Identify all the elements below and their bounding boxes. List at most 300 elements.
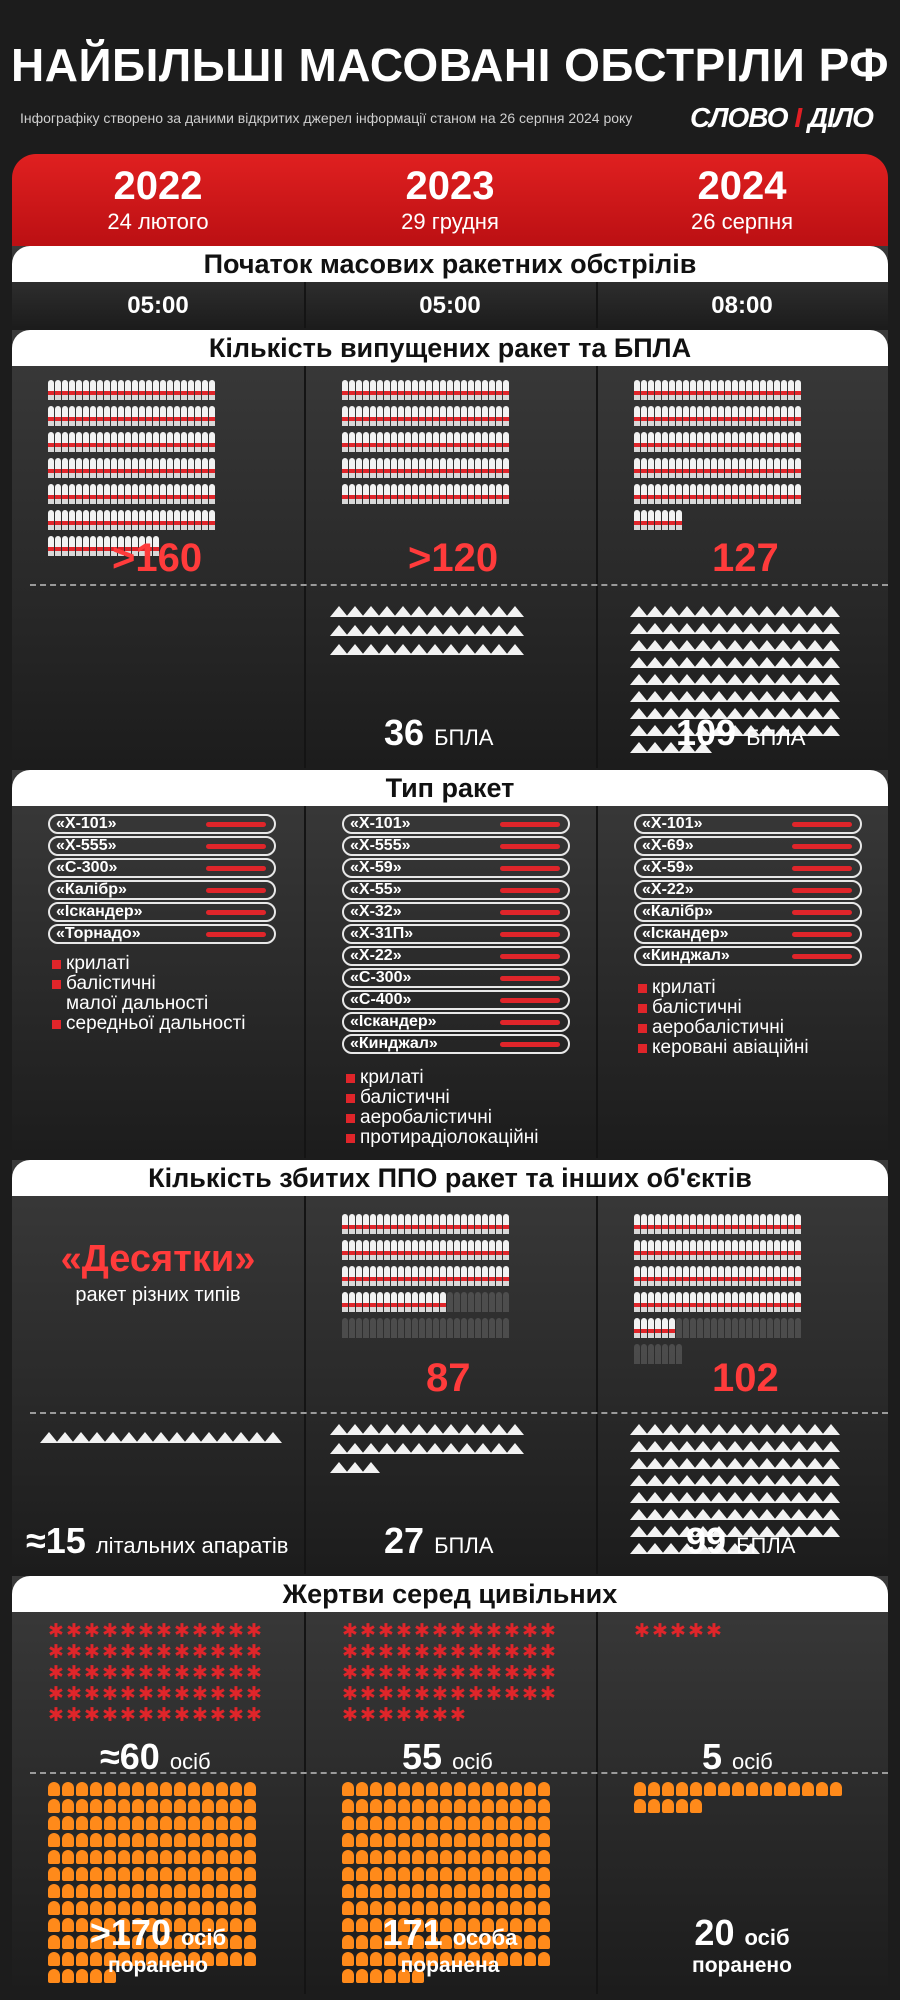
missile-icon <box>426 1292 432 1312</box>
missile-icon <box>767 1240 773 1260</box>
launched-count-2023: >120 <box>408 536 499 580</box>
missile-icon-faded <box>697 1318 703 1338</box>
missile-icon <box>634 380 640 400</box>
injured-person-icon <box>482 1799 494 1813</box>
missile-icon-faded <box>655 1344 661 1364</box>
missile-icon <box>391 1214 397 1234</box>
missile-icon <box>461 1240 467 1260</box>
missile-icon <box>746 1292 752 1312</box>
missile-icon <box>739 406 745 426</box>
missile-type-name: «Х-69» <box>642 837 694 854</box>
person-icon: ✱ <box>174 1705 190 1726</box>
legend-item: балістичні <box>638 998 809 1018</box>
injured-person-icon <box>104 1782 116 1796</box>
injured-person-icon <box>454 1833 466 1847</box>
missile-icon <box>118 380 124 400</box>
missile-icon-faded <box>370 1318 376 1338</box>
missile-icon <box>662 1214 668 1234</box>
injured-person-icon <box>356 1782 368 1796</box>
missile-icon <box>788 432 794 452</box>
missile-icon <box>97 406 103 426</box>
start-time-2022: 05:00 <box>127 292 189 319</box>
missile-icon <box>69 484 75 504</box>
missile-icon <box>181 432 187 452</box>
missile-type-name: «Х-59» <box>350 859 402 876</box>
missile-icon <box>202 432 208 452</box>
missile-icon <box>753 1292 759 1312</box>
missile-icon <box>760 1266 766 1286</box>
missile-icon <box>669 432 675 452</box>
missile-icon <box>342 1240 348 1260</box>
person-icon: ✱ <box>246 1705 262 1726</box>
missile-icon <box>349 1214 355 1234</box>
missile-icon <box>496 1214 502 1234</box>
missile-type-name: «Х-31П» <box>350 925 414 942</box>
legend-item: керовані авіаційні <box>638 1038 809 1058</box>
missile-icon <box>132 406 138 426</box>
person-icon: ✱ <box>432 1684 448 1705</box>
missile-icon <box>167 510 173 530</box>
missile-icon <box>482 484 488 504</box>
injured-person-icon <box>370 1867 382 1881</box>
missile-icon <box>433 1214 439 1234</box>
injured-person-icon <box>690 1782 702 1796</box>
injured-person-icon <box>538 1833 550 1847</box>
missile-icon <box>760 1214 766 1234</box>
missile-icon <box>111 406 117 426</box>
missile-icon <box>69 432 75 452</box>
missile-silhouette-icon <box>792 910 852 915</box>
injured-person-icon <box>48 1833 60 1847</box>
missile-icon <box>433 458 439 478</box>
missile-icon <box>384 1266 390 1286</box>
missile-icon <box>139 380 145 400</box>
missile-type-label <box>634 880 862 900</box>
injured-person-icon <box>104 1884 116 1898</box>
unit: літальних апаратів <box>95 1533 289 1558</box>
missile-icon <box>83 536 89 556</box>
missile-icon <box>377 1292 383 1312</box>
missile-icon <box>398 432 404 452</box>
person-icon: ✱ <box>414 1663 430 1684</box>
missile-icon <box>704 1240 710 1260</box>
missile-icon <box>412 1240 418 1260</box>
person-icon: ✱ <box>228 1705 244 1726</box>
missile-icon <box>405 484 411 504</box>
missile-icon <box>174 458 180 478</box>
person-icon: ✱ <box>432 1705 448 1726</box>
missile-icon <box>174 406 180 426</box>
missile-icon <box>683 484 689 504</box>
missile-type-label <box>634 836 862 856</box>
missile-icon <box>781 1214 787 1234</box>
person-icon: ✱ <box>468 1642 484 1663</box>
missile-icon <box>662 432 668 452</box>
missile-type-label <box>634 924 862 944</box>
injured-person-icon <box>510 1884 522 1898</box>
missile-icon <box>349 484 355 504</box>
missile-icon <box>433 1240 439 1260</box>
missile-icon-faded <box>753 1318 759 1338</box>
missile-icon <box>398 380 404 400</box>
missile-icon <box>181 380 187 400</box>
missile-type-name: «С-400» <box>350 991 412 1008</box>
injured-person-icon <box>76 1816 88 1830</box>
injured-person-icon <box>160 1867 172 1881</box>
person-icon: ✱ <box>174 1663 190 1684</box>
missile-icon <box>90 432 96 452</box>
injured-person-icon <box>454 1782 466 1796</box>
missile-icon <box>433 406 439 426</box>
missile-icon <box>781 406 787 426</box>
missile-icon <box>732 432 738 452</box>
injured-person-icon <box>244 1833 256 1847</box>
person-icon: ✱ <box>414 1705 430 1726</box>
injured-person-icon <box>398 1884 410 1898</box>
missile-icon <box>370 458 376 478</box>
missile-icon <box>349 1266 355 1286</box>
missile-icon <box>697 1214 703 1234</box>
missile-icon <box>475 1266 481 1286</box>
missile-icon <box>468 432 474 452</box>
dashed-divider <box>30 584 888 586</box>
person-icon: ✱ <box>66 1663 82 1684</box>
missile-icon <box>683 1266 689 1286</box>
missile-icon-faded <box>440 1318 446 1338</box>
missile-icon-faded <box>718 1318 724 1338</box>
missile-icon-faded <box>454 1318 460 1338</box>
injured-person-icon <box>440 1884 452 1898</box>
missile-icon <box>384 380 390 400</box>
injured-person-icon <box>342 1833 354 1847</box>
missile-icon <box>781 380 787 400</box>
person-icon: ✱ <box>468 1663 484 1684</box>
missile-icon <box>767 458 773 478</box>
injured-person-icon <box>774 1782 786 1796</box>
missile-icon <box>468 380 474 400</box>
missile-icon <box>690 1266 696 1286</box>
missile-icon <box>711 1214 717 1234</box>
missile-icon <box>412 432 418 452</box>
missile-icon <box>55 536 61 556</box>
missile-type-name: «Х-22» <box>350 947 402 964</box>
injured-person-icon <box>202 1799 214 1813</box>
missile-icon <box>697 1266 703 1286</box>
missile-icon <box>349 1240 355 1260</box>
missile-icon <box>160 380 166 400</box>
missile-icon <box>62 536 68 556</box>
missile-icon <box>634 406 640 426</box>
missile-icon <box>475 432 481 452</box>
missile-type-name: «Х-55» <box>350 881 402 898</box>
missile-icon <box>725 484 731 504</box>
injured-person-icon <box>230 1850 242 1864</box>
missile-icon-faded <box>746 1318 752 1338</box>
person-icon: ✱ <box>468 1684 484 1705</box>
injured-person-icon <box>496 1833 508 1847</box>
missile-icon <box>725 380 731 400</box>
missile-icon <box>655 1266 661 1286</box>
legend-item: аеробалістичні <box>346 1108 539 1128</box>
missile-icon <box>125 484 131 504</box>
missile-icon <box>391 406 397 426</box>
person-icon: ✱ <box>360 1663 376 1684</box>
missile-silhouette-icon <box>792 954 852 959</box>
page-title: НАЙБІЛЬШІ МАСОВАНІ ОБСТРІЛИ РФ <box>11 39 889 91</box>
missile-icon <box>760 458 766 478</box>
injured-person-icon <box>90 1799 102 1813</box>
missile-icon <box>377 458 383 478</box>
missile-type-label <box>48 814 276 834</box>
injured-person-icon <box>230 1782 242 1796</box>
missile-icon <box>188 458 194 478</box>
missile-type-label <box>634 946 862 966</box>
missile-icon <box>412 1214 418 1234</box>
missile-icon <box>461 484 467 504</box>
missile-icon <box>461 1266 467 1286</box>
person-icon: ✱ <box>156 1642 172 1663</box>
missile-icon <box>349 432 355 452</box>
missile-icon-faded <box>482 1292 488 1312</box>
person-icon: ✱ <box>486 1621 502 1642</box>
drone-icon <box>822 1458 840 1469</box>
injured-person-icon <box>174 1799 186 1813</box>
missile-silhouette-icon <box>500 910 560 915</box>
injured-person-icon <box>398 1833 410 1847</box>
missile-icon <box>795 406 801 426</box>
missile-icon <box>634 458 640 478</box>
missile-icon <box>356 380 362 400</box>
missile-icon <box>181 510 187 530</box>
person-icon: ✱ <box>156 1663 172 1684</box>
missile-icon <box>440 380 446 400</box>
injured-person-icon <box>426 1816 438 1830</box>
person-icon: ✱ <box>522 1684 538 1705</box>
missile-icon <box>641 406 647 426</box>
missile-type-label <box>342 990 570 1010</box>
missile-icon <box>363 458 369 478</box>
injured-2023 <box>304 1912 596 1978</box>
missile-icon <box>412 1292 418 1312</box>
missile-icon <box>774 1240 780 1260</box>
injured-person-icon <box>412 1850 424 1864</box>
missile-icon <box>370 1292 376 1312</box>
legend-2023 <box>346 1068 539 1148</box>
drone-icon <box>822 1475 840 1486</box>
missile-icon-faded <box>426 1318 432 1338</box>
person-icon: ✱ <box>174 1621 190 1642</box>
missile-silhouette-icon <box>500 1020 560 1025</box>
missile-icon <box>648 458 654 478</box>
injured-person-icon <box>230 1816 242 1830</box>
missile-icon <box>795 1292 801 1312</box>
missile-icon <box>753 380 759 400</box>
injured-person-icon <box>216 1799 228 1813</box>
launched-count-2024: 127 <box>712 536 779 580</box>
person-icon: ✱ <box>396 1663 412 1684</box>
injured-person-icon <box>132 1884 144 1898</box>
missile-icon <box>669 484 675 504</box>
drone-icon <box>822 691 840 702</box>
person-icon: ✱ <box>228 1621 244 1642</box>
missile-type-label <box>48 858 276 878</box>
missile-icon <box>475 1214 481 1234</box>
injured-person-icon <box>496 1816 508 1830</box>
person-icon: ✱ <box>102 1705 118 1726</box>
missile-icon <box>62 458 68 478</box>
missile-silhouette-icon <box>500 866 560 871</box>
missile-icon <box>711 406 717 426</box>
missile-silhouette-icon <box>500 822 560 827</box>
injured-person-icon <box>454 1867 466 1881</box>
injured-person-icon <box>202 1884 214 1898</box>
date: 29 грудня <box>401 209 499 234</box>
injured-person-icon <box>426 1799 438 1813</box>
missile-icon <box>405 1266 411 1286</box>
person-icon: ✱ <box>48 1684 64 1705</box>
injured-person-icon <box>188 1884 200 1898</box>
injured-person-icon <box>230 1833 242 1847</box>
missile-icon-faded <box>398 1318 404 1338</box>
missile-icon <box>160 406 166 426</box>
missile-icon <box>760 484 766 504</box>
person-icon: ✱ <box>450 1684 466 1705</box>
missile-icon <box>69 510 75 530</box>
missile-icon <box>704 1266 710 1286</box>
missile-icon <box>419 1292 425 1312</box>
missile-icon <box>468 1240 474 1260</box>
missile-icon <box>475 380 481 400</box>
unit: БПЛА <box>434 725 494 750</box>
person-icon: ✱ <box>66 1684 82 1705</box>
missile-icon <box>781 432 787 452</box>
person-icon: ✱ <box>102 1642 118 1663</box>
missile-icon <box>153 380 159 400</box>
missile-icon <box>454 1266 460 1286</box>
missile-type-label <box>342 924 570 944</box>
legend-item: балістичні <box>346 1088 539 1108</box>
drone-icon <box>822 725 840 736</box>
missile-icon-faded <box>739 1318 745 1338</box>
missile-icon <box>167 484 173 504</box>
missile-icon <box>377 1266 383 1286</box>
missile-icon <box>683 432 689 452</box>
injured-person-icon <box>384 1867 396 1881</box>
person-icon: ✱ <box>84 1705 100 1726</box>
missile-icon <box>648 1318 654 1338</box>
injured-person-icon <box>76 1884 88 1898</box>
missile-icon <box>342 432 348 452</box>
injured-person-icon <box>732 1782 744 1796</box>
missile-icon <box>349 380 355 400</box>
drone-icon <box>822 1441 840 1452</box>
missile-icon <box>419 1214 425 1234</box>
missile-icon <box>489 458 495 478</box>
missile-icon <box>489 432 495 452</box>
missile-icon <box>440 1214 446 1234</box>
injured-person-icon <box>524 1833 536 1847</box>
drone-icon <box>506 625 524 636</box>
injured-person-icon <box>132 1833 144 1847</box>
missile-icon <box>153 406 159 426</box>
person-icon: ✱ <box>378 1663 394 1684</box>
missile-icon <box>725 432 731 452</box>
injured-person-icon <box>412 1799 424 1813</box>
missile-icon <box>195 458 201 478</box>
missile-icon <box>125 380 131 400</box>
missile-type-name: «Х-555» <box>56 837 117 854</box>
missile-type-name: «Кинджал» <box>350 1035 438 1052</box>
missile-icon <box>496 1240 502 1260</box>
injured-person-icon <box>216 1833 228 1847</box>
person-icon: ✱ <box>120 1684 136 1705</box>
missile-icon <box>461 432 467 452</box>
injured-person-icon <box>174 1833 186 1847</box>
injured-person-icon <box>174 1850 186 1864</box>
person-icon: ✱ <box>540 1621 556 1642</box>
injured-person-icon <box>146 1884 158 1898</box>
injured-person-icon <box>496 1867 508 1881</box>
person-icon: ✱ <box>84 1642 100 1663</box>
missile-icon <box>363 432 369 452</box>
missile-icon <box>377 484 383 504</box>
missile-icon <box>391 1240 397 1260</box>
missile-icon <box>788 1292 794 1312</box>
missile-icon <box>426 380 432 400</box>
missile-icon-faded <box>662 1344 668 1364</box>
missile-type-label <box>48 836 276 856</box>
missile-icon <box>377 432 383 452</box>
missile-icon <box>669 1318 675 1338</box>
person-icon: ✱ <box>120 1642 136 1663</box>
missile-icon <box>391 458 397 478</box>
missile-icon <box>655 484 661 504</box>
injured-person-icon <box>356 1799 368 1813</box>
missile-icon <box>426 484 432 504</box>
missile-icon <box>655 406 661 426</box>
missile-icon <box>767 1266 773 1286</box>
person-icon: ✱ <box>138 1642 154 1663</box>
missile-icon <box>461 1214 467 1234</box>
missile-icon <box>405 1240 411 1260</box>
missile-icon <box>419 380 425 400</box>
missile-icon <box>662 510 668 530</box>
person-icon: ✱ <box>652 1621 668 1642</box>
missile-icon <box>697 458 703 478</box>
missile-icon <box>209 432 215 452</box>
missile-icon-faded <box>648 1344 654 1364</box>
missile-icon <box>732 1240 738 1260</box>
missile-icon <box>739 458 745 478</box>
value: 109 <box>676 712 737 753</box>
injured-person-icon <box>146 1816 158 1830</box>
missile-silhouette-icon <box>206 822 266 827</box>
missile-icon-faded <box>760 1318 766 1338</box>
injured-person-icon <box>482 1884 494 1898</box>
missile-icon <box>433 380 439 400</box>
year-col-2023 <box>304 164 596 236</box>
value: 55 <box>402 1736 443 1777</box>
injured-person-icon <box>202 1850 214 1864</box>
missile-type-name: «Кинджал» <box>642 947 730 964</box>
injured-person-icon <box>118 1799 130 1813</box>
missile-icon <box>676 406 682 426</box>
missile-icon <box>111 432 117 452</box>
person-icon: ✱ <box>540 1684 556 1705</box>
downed-drone-icons-2023 <box>330 1424 522 1473</box>
missile-icon <box>788 380 794 400</box>
missile-icon <box>440 432 446 452</box>
